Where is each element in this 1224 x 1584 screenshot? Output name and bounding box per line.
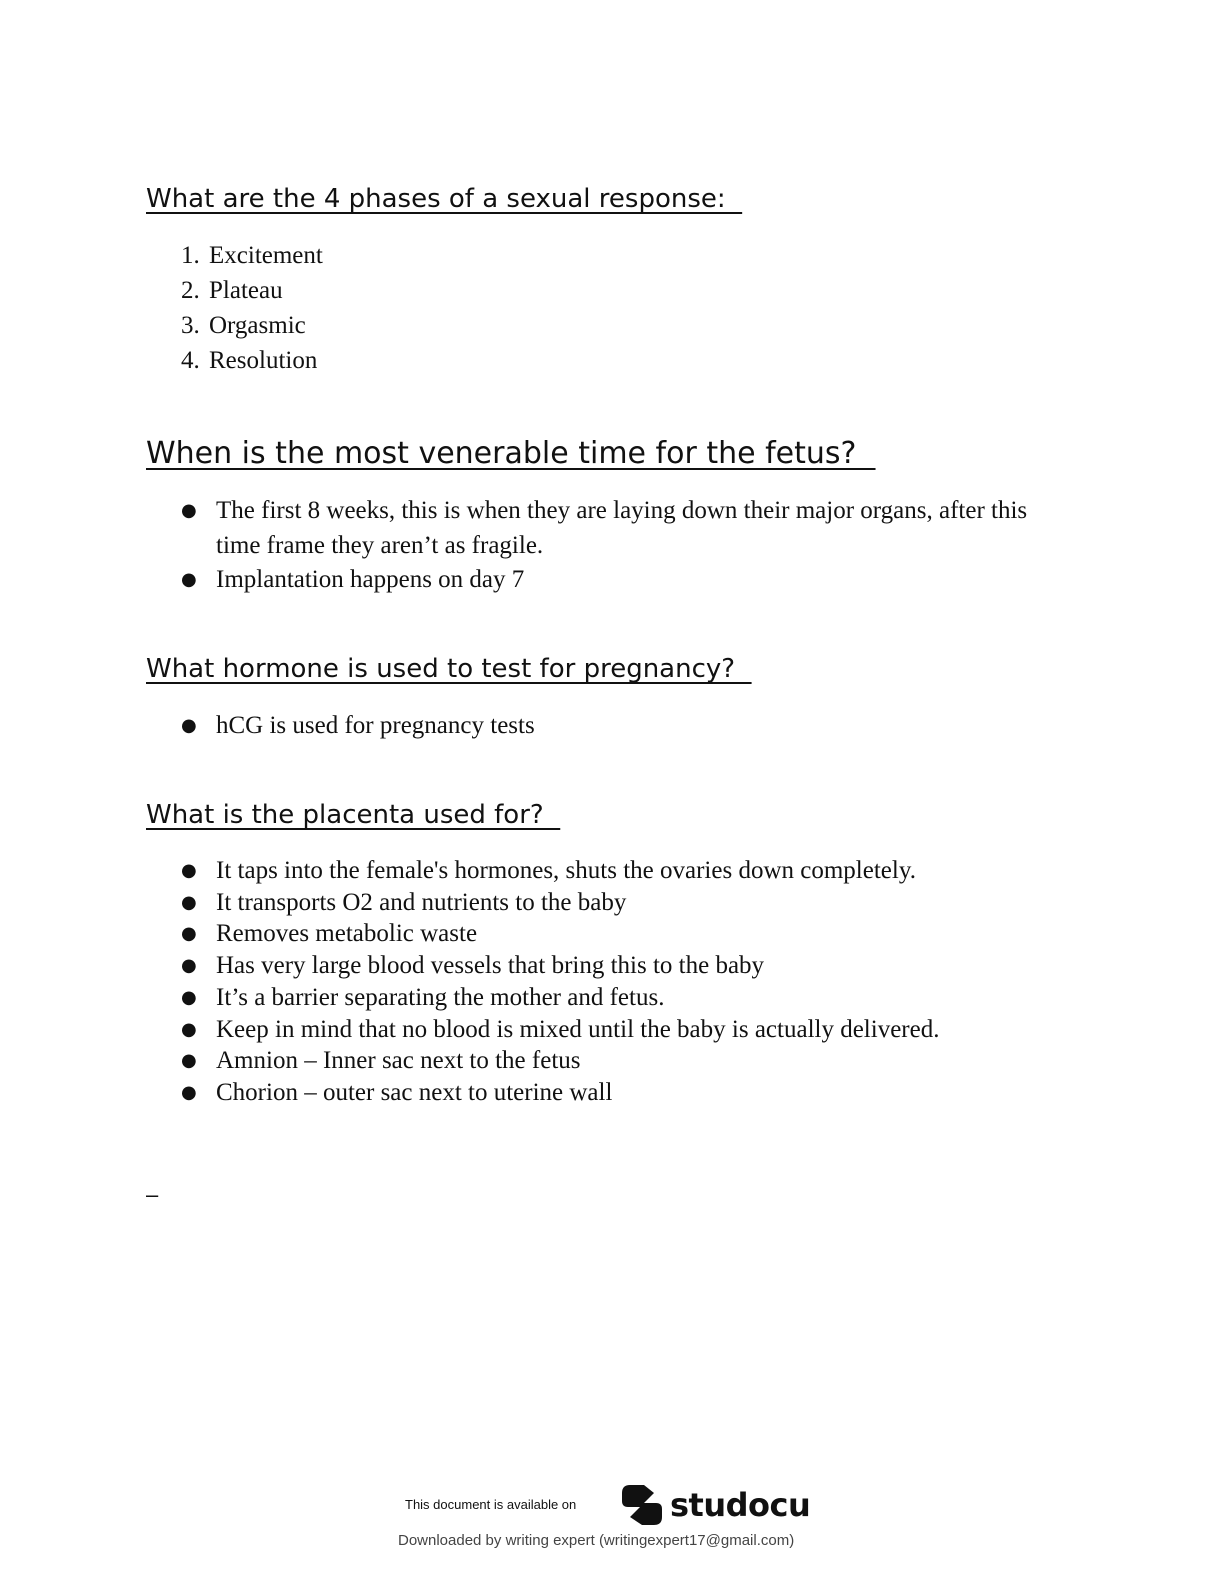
bullet-icon: ● [181,1081,197,1103]
list-item: ● Amnion – Inner sac next to the fetus [181,1045,1061,1077]
list-item: ● It’s a barrier separating the mother and fetus. [181,982,1061,1014]
list-item: ● Implantation happens on day 7 [181,563,1041,598]
footer-download-text: Downloaded by writing expert (writingexpert17@gmail.com) [398,1532,795,1549]
bullet-icon: ● [181,715,197,736]
list-item: ● Has very large blood vessels that bring this to the baby [181,950,1061,982]
footer-available-text: This document is available on [405,1497,577,1512]
heading-sexual-response-phases: What are the 4 phases of a sexual response: [146,184,743,214]
bullet-icon: ● [181,860,197,881]
list-item: 3. Orgasmic [181,312,306,339]
studocu-logo-icon [620,1483,664,1527]
bullet-icon: ● [181,923,197,945]
list-item: ● The first 8 weeks, this is when they are laying down their major organs, after this time frame they aren’t as fragile. [181,494,1041,563]
heading-vulnerable-time: When is the most venerable time for the fetus? [146,436,876,471]
pregnancy-hormone-list [181,709,1041,743]
bullet-icon: ● [181,500,197,521]
bullet-icon: ● [181,986,197,1008]
list-item: ● Removes metabolic waste [181,918,1061,950]
list-item: ● Chorion – outer sac next to uterine wall [181,1077,1061,1109]
vulnerable-time-list [181,494,1041,598]
list-item: 1. Excitement [181,242,323,269]
bullet-icon: ● [181,1018,197,1040]
bullet-icon: ● [181,955,197,977]
list-item: ● Keep in mind that no blood is mixed until the baby is actually delivered. [181,1014,1061,1046]
heading-placenta-use: What is the placenta used for? [146,800,561,830]
stray-dash-mark: – [146,1182,159,1207]
studocu-logo-text: studocu [670,1486,811,1524]
heading-pregnancy-hormone: What hormone is used to test for pregnancy? [146,654,752,684]
list-item: 4. Resolution [181,347,318,374]
list-item: 2. Plateau [181,277,283,304]
bullet-icon: ● [181,891,197,913]
phases-list [181,238,323,378]
list-item: ● It transports O2 and nutrients to the baby [181,887,1061,919]
bullet-icon: ● [181,1050,197,1072]
studocu-logo[interactable] [620,1482,810,1528]
bullet-icon: ● [181,569,197,590]
placenta-list [181,855,1061,1109]
list-item: ● hCG is used for pregnancy tests [181,709,1041,743]
list-item: ● It taps into the female's hormones, shuts the ovaries down completely. [181,855,1061,887]
